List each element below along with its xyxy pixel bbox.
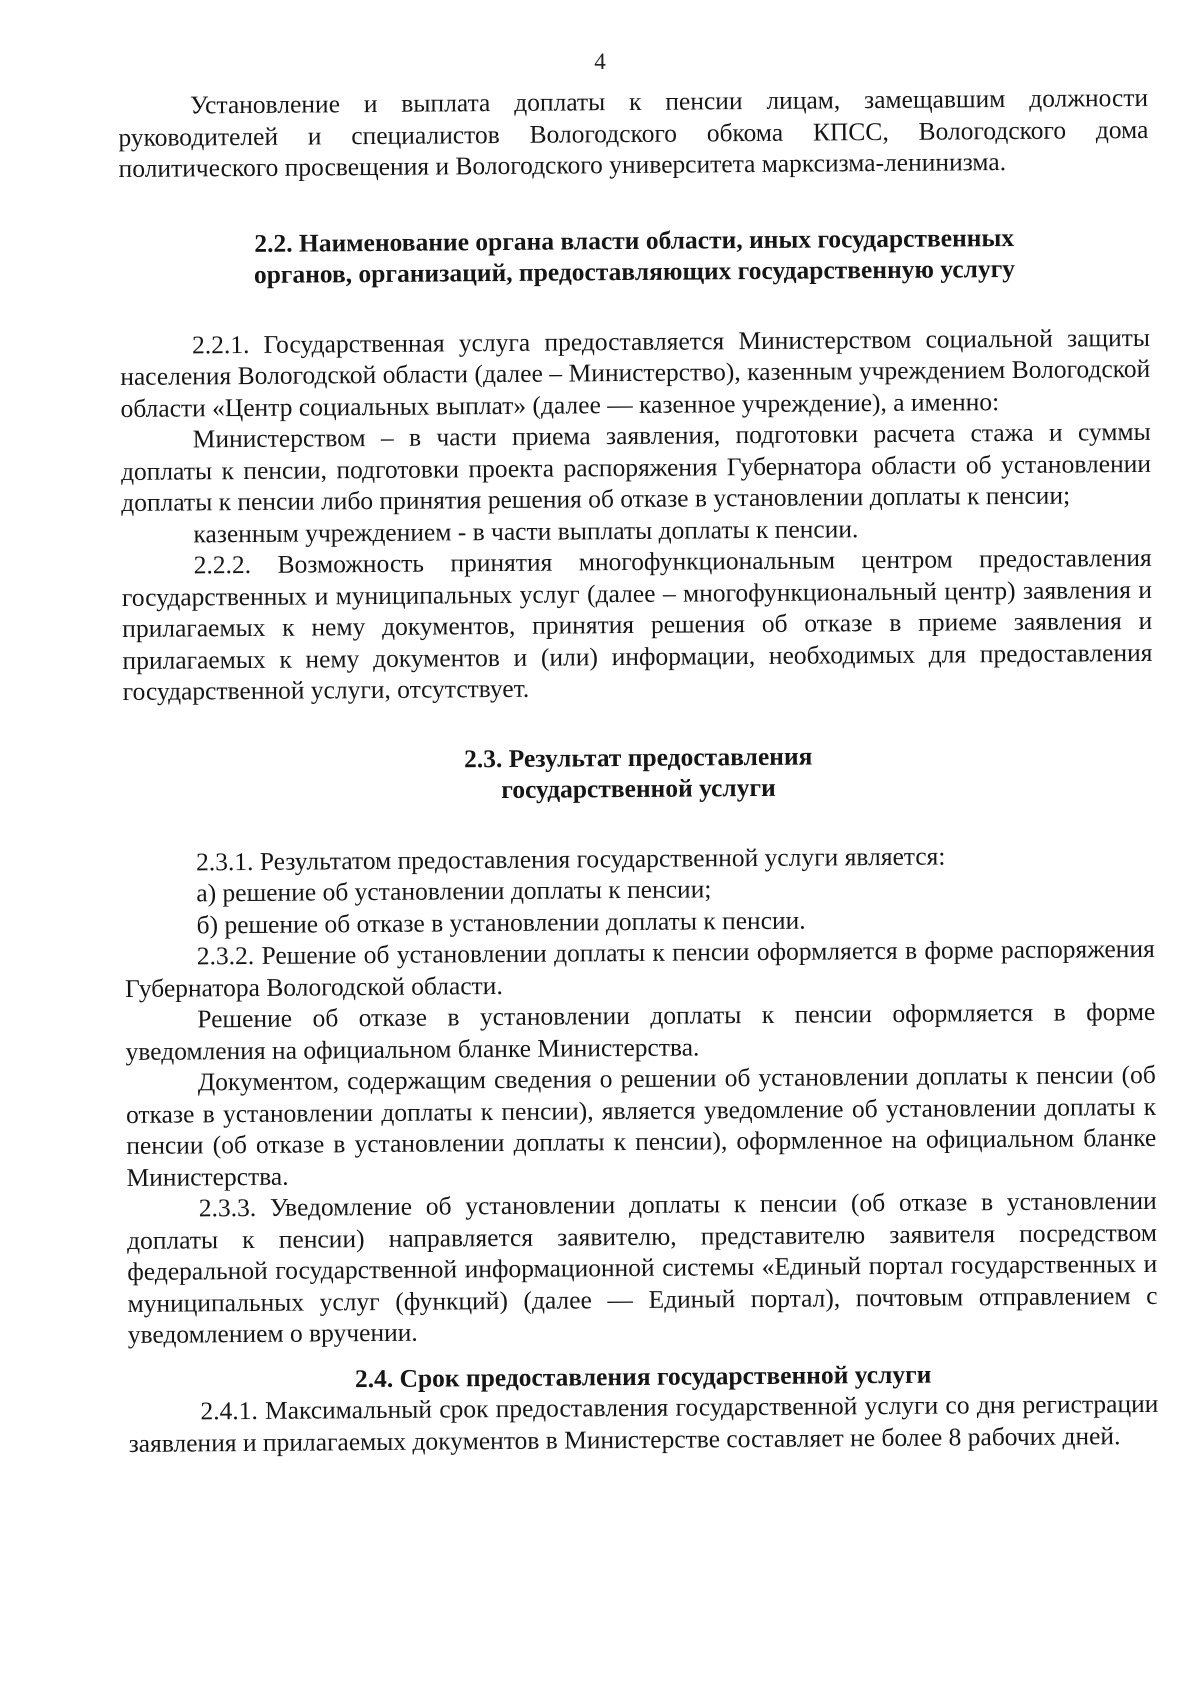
paragraph-2-2-1: 2.2.1. Государственная услуга предоставляется Министерством социальной защиты населения Вологодской области (далее – Министерство), казенным учреждением Вологодской области «Центр социальных выплат» (далее — казенное учреждение), а именно: [120,322,1151,423]
paragraph-2-3-1: 2.3.1. Результатом предоставления государственной услуги является: [195,841,946,876]
section-2-2-heading-line2: органов, организаций, предоставляющих государственную услугу [253,253,1016,289]
document-body [118,82,1159,1459]
paragraph-2-3-3: 2.3.3. Уведомление об установлении доплаты к пенсии (об отказе в установлении доплаты к пенсии) направляется заявителю, представителю заявителя посредством федеральной государственной информационной системы «Единый портал государственных и муниципальных услуг (функций) (далее — Единый портал), почтовым отправлением с уведомлением о вручении. [126,1185,1158,1349]
section-2-3-heading-line1: 2.3. Результат предоставления [463,741,813,773]
paragraph-2-3-2: 2.3.2. Решение об установлении доплаты к пенсии оформляется в форме распоряжения Губернатора Вологодской области. [124,933,1155,1003]
section-2-3-heading [123,737,1153,808]
section-2-4-heading: 2.4. Срок предоставления государственной услуги [354,1359,932,1393]
section-2-2-heading-line1: 2.2. Наименование органа власти области, иных государственных [254,222,1015,258]
paragraph-2-4-1: 2.4.1. Максимальный срок предоставления государственной услуги со дня регистрации заявления и прилагаемых документов в Министерстве составляет не более 8 рабочих дней. [128,1388,1159,1458]
section-2-3-heading-line2: государственной услуги [501,772,776,805]
paragraph-2-2-2: 2.2.2. Возможность принятия многофункциональным центром предоставления государственных и муниципальных услуг (далее – многофункциональный центр) заявления и прилагаемых к нему документов, принятия решения об отказе в приеме заявления и прилагаемых к нему документов и (или) информации, необходимых для предоставления государственной услуги, отсутствует. [121,542,1153,706]
paragraph-decision-document: Документом, содержащим сведения о решении об установлении доплаты к пенсии (об отказе в установлении доплаты к пенсии), является уведомление об установлении доплаты к пенсии (об отказе в установлении доплаты к пенсии), оформленное на официальном бланке Министерства. [125,1059,1157,1192]
list-item-a: а) решение об установлении доплаты к пенсии; [196,874,712,908]
section-2-2-heading [119,220,1149,291]
list-item-b: б) решение об отказе в установлении доплаты к пенсии. [196,905,806,939]
page-number: 4 [594,49,606,74]
paragraph-ministry-scope: Министерством – в части приема заявления, подготовки расчета стажа и суммы доплаты к пенсии, подготовки проекта распоряжения Губернатора области об установлении доплаты к пенсии либо принятия решения об отказе в установлении доплаты к пенсии; [120,416,1152,517]
intro-paragraph: Установление и выплата доплаты к пенсии лицам, замещавшим должности руководителей и специалистов Вологодского обкома КПСС, Вологодского дома политического просвещения и Вологодского университета марксизма-ленинизма. [118,82,1149,183]
paragraph-institution-scope: казенным учреждением - в части выплаты доплаты к пенсии. [193,513,859,548]
paragraph-refusal-form: Решение об отказе в установлении доплаты к пенсии оформляется в форме уведомления на официальном бланке Министерства. [125,996,1156,1066]
